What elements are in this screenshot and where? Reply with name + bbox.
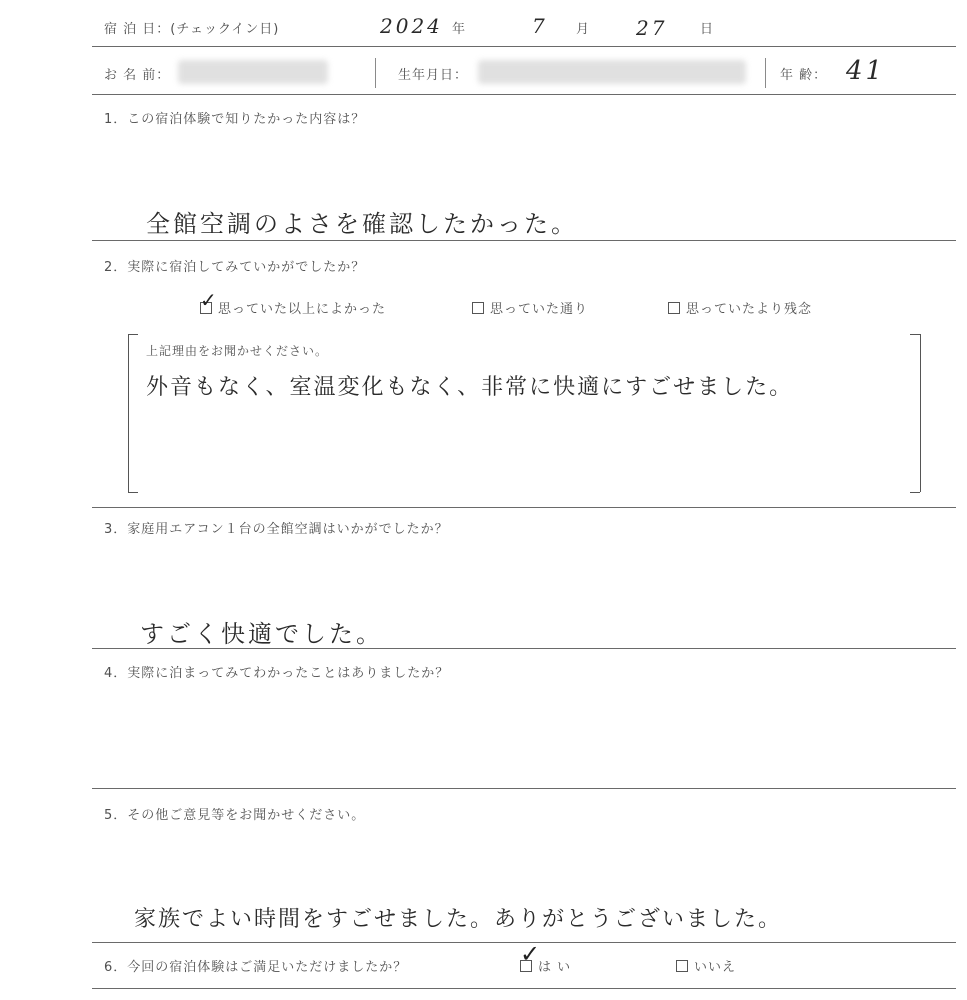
year-value: 2024 xyxy=(380,14,443,38)
name-redaction xyxy=(178,60,328,84)
q2-option-disappointing-label: 思っていたより残念 xyxy=(686,302,813,317)
q2-reason-label: 上記理由をお聞かせください。 xyxy=(146,344,329,358)
q4-question: 4．実際に泊まってみてわかったことはありましたか？ xyxy=(104,666,450,681)
q6-option-no[interactable] xyxy=(676,956,736,975)
q2-option-better-check-mark: ✓ xyxy=(200,288,217,312)
q2-question: 2．実際に宿泊してみていかがでしたか？ xyxy=(104,260,366,275)
birthdate-label: 生年月日： xyxy=(398,68,469,83)
q5-question: 5．その他ご意見等をお聞かせください。 xyxy=(104,808,366,823)
birthdate-redaction xyxy=(478,60,746,84)
year-label: 年 xyxy=(452,22,467,37)
name-label: お 名 前： xyxy=(104,68,171,83)
reason-box-right-top xyxy=(910,334,920,335)
birthdate-separator xyxy=(765,58,766,88)
q6-no-checkbox[interactable] xyxy=(676,960,688,972)
day-label: 日 xyxy=(700,22,715,37)
day-value: 27 xyxy=(636,16,668,40)
reason-box-left-top xyxy=(128,334,138,335)
name-separator xyxy=(375,58,376,88)
q1-answer: 全館空調のよさを確認したかった。 xyxy=(146,210,578,238)
reason-box-right-bottom xyxy=(910,492,920,493)
q5-answer: 家族でよい時間をすごせました。ありがとうございました。 xyxy=(134,907,783,932)
age-value: 41 xyxy=(846,56,886,86)
q6-no-label: いいえ xyxy=(694,960,737,975)
q6-question: 6．今回の宿泊体験はご満足いただけましたか？ xyxy=(104,960,408,975)
q3-answer: すごく快適でした。 xyxy=(140,620,383,648)
reason-box-left xyxy=(128,334,129,492)
month-label: 月 xyxy=(576,22,591,37)
q2-option-better[interactable] xyxy=(200,298,386,317)
name-row-underline xyxy=(92,94,956,95)
q4-underline xyxy=(92,788,956,789)
q2-option-better-label: 思っていた以上によかった xyxy=(218,302,387,317)
q1-underline xyxy=(92,240,956,241)
q6-yes-check-mark: ✓ xyxy=(520,940,541,968)
reason-box-left-bottom xyxy=(128,492,138,493)
age-label: 年 齢： xyxy=(780,68,828,83)
q1-question: 1．この宿泊体験で知りたかった内容は？ xyxy=(104,112,366,127)
q3-underline xyxy=(92,648,956,649)
stay-date-label: 宿 泊 日：(チェックイン日) xyxy=(104,22,280,37)
stay-date-underline xyxy=(92,46,956,47)
q2-option-as-expected-checkbox[interactable] xyxy=(472,302,484,314)
q6-yes-label: は い xyxy=(538,960,572,975)
q2-option-as-expected-label: 思っていた通り xyxy=(490,302,589,317)
reason-box-right xyxy=(920,334,921,492)
q3-question: 3．家庭用エアコン１台の全館空調はいかがでしたか？ xyxy=(104,522,449,537)
q2-option-as-expected[interactable] xyxy=(472,298,588,317)
q2-underline xyxy=(92,507,956,508)
q6-underline xyxy=(92,988,956,989)
q2-option-disappointing[interactable] xyxy=(668,298,812,317)
q2-option-disappointing-checkbox[interactable] xyxy=(668,302,680,314)
q2-reason-answer: 外音もなく、室温変化もなく、非常に快適にすごせました。 xyxy=(146,375,794,400)
month-value: 7 xyxy=(532,14,548,38)
